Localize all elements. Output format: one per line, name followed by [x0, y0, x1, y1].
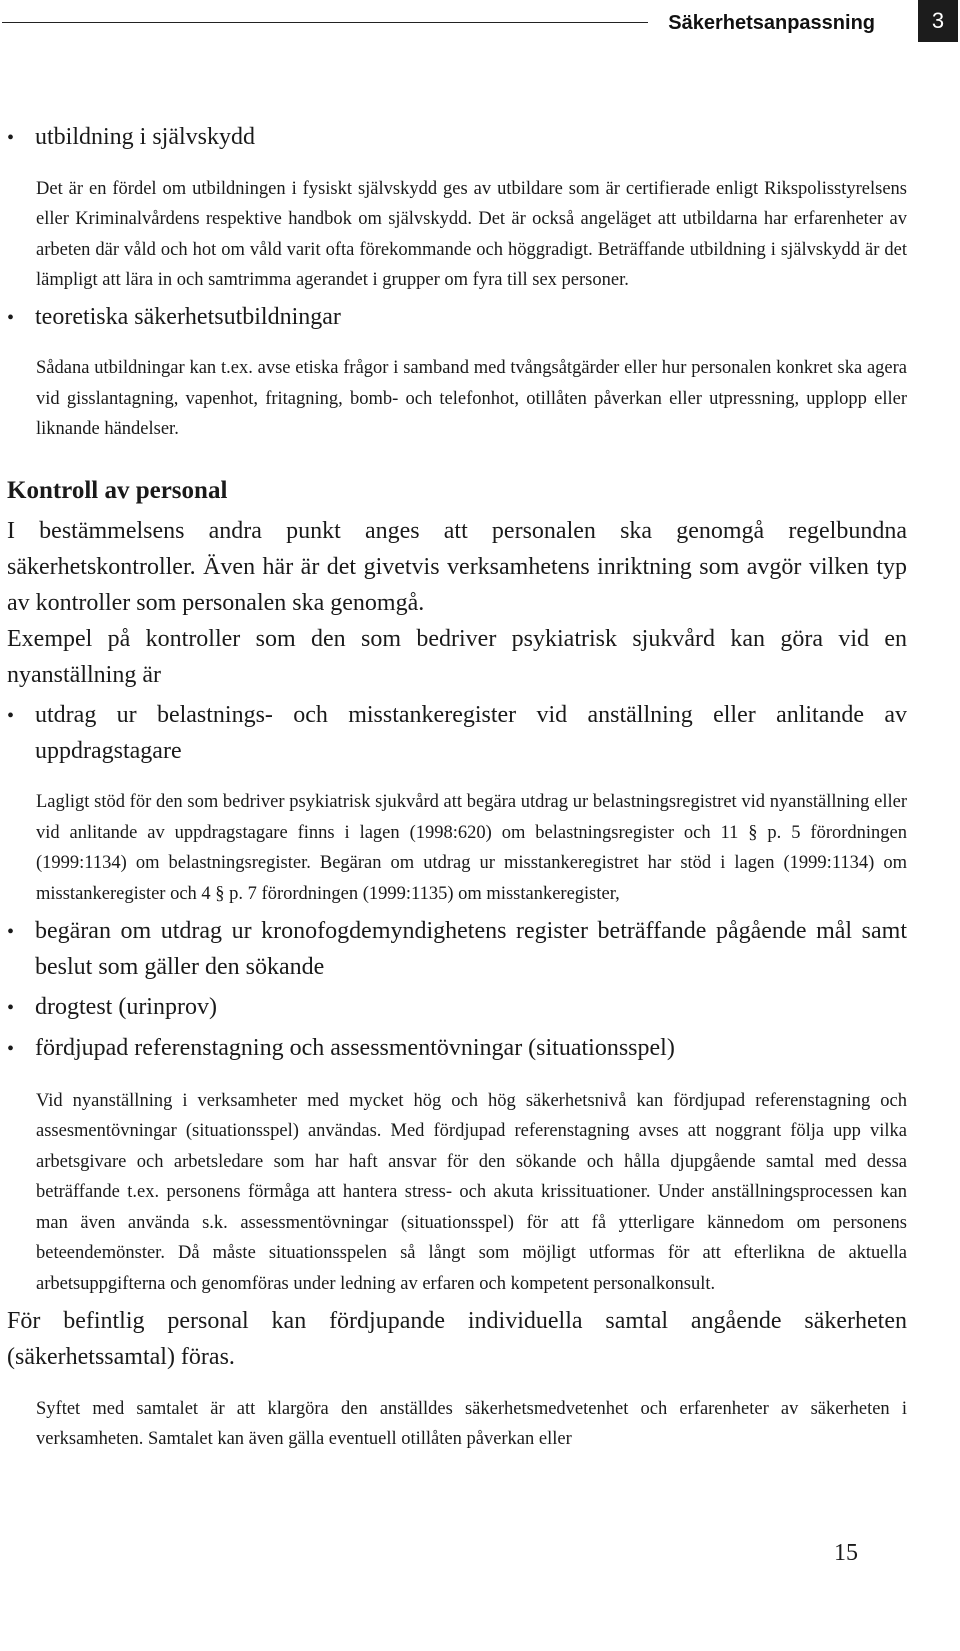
bullet-drug-test [7, 989, 907, 1026]
body-paragraph: För befintlig personal kan fördjupande individuella samtal angående säkerheten (säkerhetssamtal) föras. [7, 1308, 907, 1370]
bullet-dot-icon: • [7, 704, 15, 727]
bullet-paragraph: Det är en fördel om utbildningen i fysiskt självskydd ges av utbildare som är certifierade enligt Rikspolisstyrelsens eller Kriminalvårdens respektive handbok om självskydd. Det är också angeläget att utbildarna har erfarenheter av arbeten där våld och hot om våld varit ofta förekommande och höggradigt. Beträffande utbildning i självskydd är det lämpligt att lära in och samtrimma agerandet i grupper om fyra till sex personer. [36, 178, 907, 290]
body-paragraph: I bestämmelsens andra punkt anges att personalen ska genomgå regelbundna säkerhetskontroller. Även här är det givetvis verksamhetens inriktning som avgör vilken typ av kontroller som personalen ska genomgå. [7, 517, 907, 616]
bullet-dot-icon: • [7, 306, 15, 329]
bullet-register-extract [7, 697, 907, 769]
bullet-dot-icon: • [7, 921, 15, 943]
indented-paragraph: Syftet med samtalet är att klargöra den anställdes säkerhetsmedvetenhet och erfarenheter av säkerheten i verksamheten. Samtalet kan även gälla eventuell otillåten påverkan eller [36, 1398, 907, 1449]
bullet-label: begäran om utdrag ur kronofogdemyndighetens register beträffande pågående mål samt beslut som gäller den sökande [35, 918, 907, 980]
header-rule [2, 22, 648, 23]
bullet-label: utdrag ur belastnings- och misstankeregister vid anställning eller anlitande av uppdragstagare [35, 701, 907, 764]
section-heading: Kontroll av personal [7, 476, 228, 504]
bullet-references [7, 1030, 907, 1067]
bullet-label: fördjupad referenstagning och assessmentövningar (situationsspel) [35, 1035, 675, 1061]
bullet-dot-icon: • [7, 127, 15, 149]
chapter-badge: 3 [918, 0, 958, 42]
bullet-label: teoretiska säkerhetsutbildningar [35, 303, 341, 330]
bullet-paragraph: Lagligt stöd för den som bedriver psykiatrisk sjukvård att begära utdrag ur belastningsregistret vid nyanställning eller vid anlitande av uppdragstagare finns i lagen (1998:620) om belastningsregister och 11 § p. 5 förordningen (1999:1134) om belastningsregister. Begäran om utdrag ur misstankeregistret har stöd i lagen (1999:1134) om misstankeregister och 4 § p. 7 förordningen (1999:1135) om misstankeregister, [36, 792, 907, 904]
page-number: 15 [834, 1540, 858, 1566]
header-title: Säkerhetsanpassning [668, 12, 875, 34]
body-paragraph: Exempel på kontroller som den som bedriver psykiatrisk sjukvård kan göra vid en nyanställning är [7, 625, 907, 688]
bullet-paragraph: Sådana utbildningar kan t.ex. avse etiska frågor i samband med tvångsåtgärder eller hur personalen konkret ska agera vid gisslantagning, vapenhot, fritagning, bomb- och telefonhot, otillåten påverkan eller utpressning, upplopp eller liknande händelser. [36, 358, 907, 439]
bullet-dot-icon: • [7, 1038, 15, 1060]
page-content [7, 120, 907, 1459]
bullet-label: utbildning i självskydd [35, 124, 256, 150]
bullet-self-defense [7, 120, 907, 155]
bullet-paragraph: Vid nyanställning i verksamheter med mycket hög och hög säkerhetsnivå kan fördjupad referenstagning och assesmentövningar (situationsspel) användas. Med fördjupad referenstagning avses att noggrant följa upp vilka arbetsgivare och arbetsledare som har haft ansvar för den sökande och hålla djupgående samtal med dessa beträffande t.ex. personens förmåga att hantera stress- och akuta krissituationer. Under anställningsprocessen kan man även använda s.k. assessmentövningar (situationsspel) för att få ytterligare kännedom om personens beteendemönster. Då måste situationsspelen så långt som möjligt utformas för att efterlikna de aktuella arbetsuppgifterna och genomföras under ledning av erfaren och kompetent personalkonsult. [36, 1090, 907, 1294]
bullet-enforcement-register [7, 913, 907, 985]
bullet-label: drogtest (urinprov) [35, 994, 217, 1020]
bullet-dot-icon: • [7, 997, 15, 1019]
running-header [0, 0, 960, 48]
bullet-theory-training [7, 300, 907, 335]
